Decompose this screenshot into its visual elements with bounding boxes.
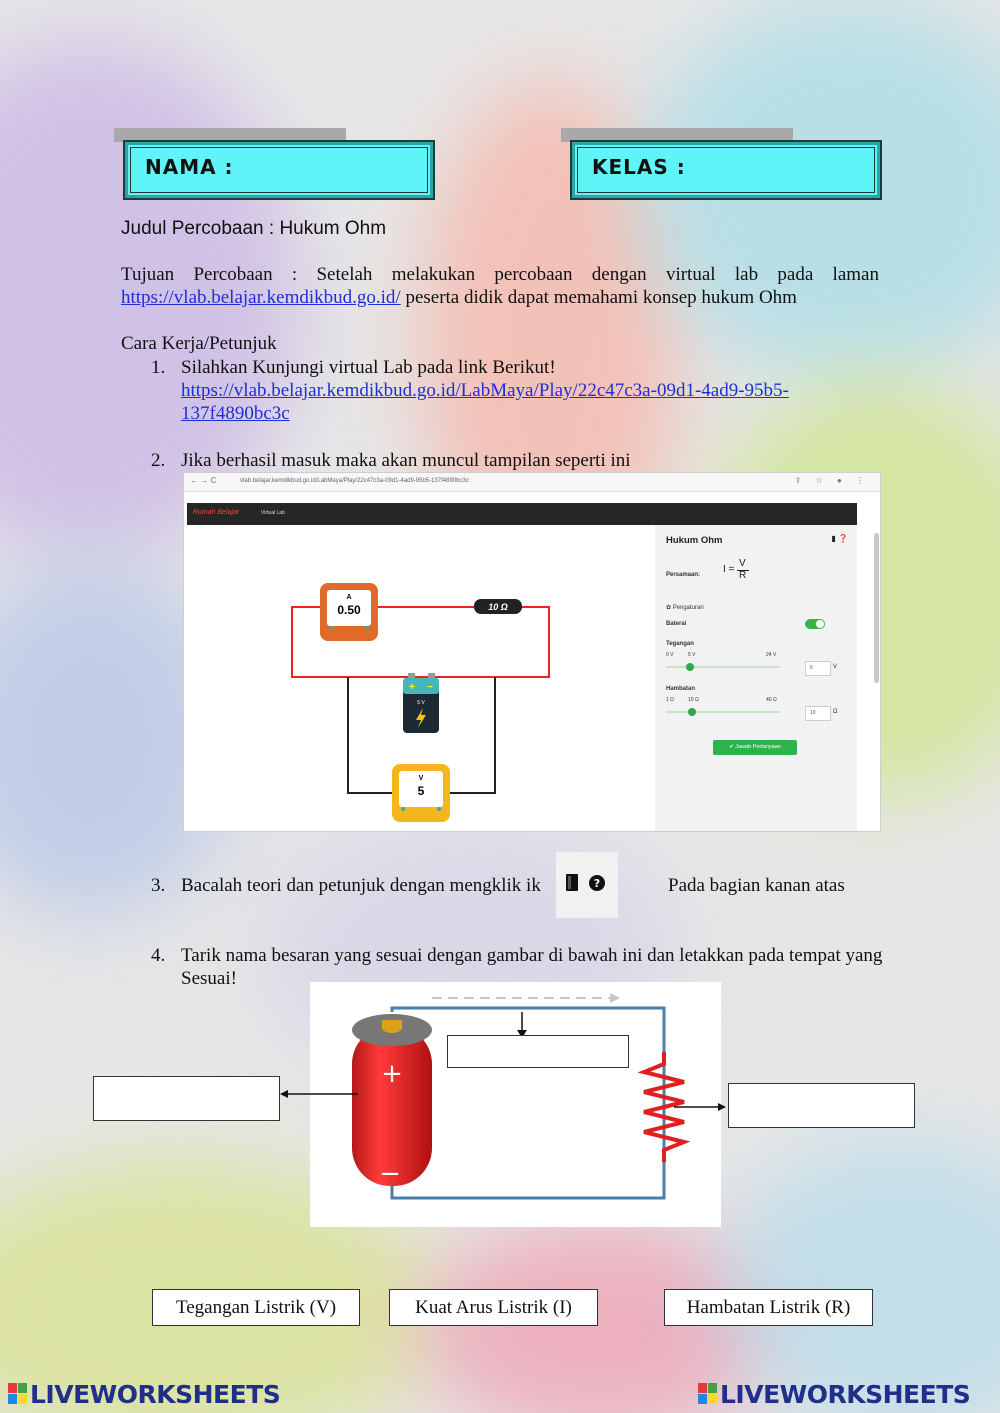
- baterai-label: Baterai: [666, 621, 687, 627]
- step1-link-line1[interactable]: https://vlab.belajar.kemdikbud.go.id/LabMaya/Play/22c47c3a-09d1-4ad9-95b5-: [181, 380, 789, 401]
- theory-icons: [556, 852, 618, 918]
- resistor-label: 10 Ω: [488, 602, 508, 612]
- drop-box-resistance[interactable]: [728, 1083, 915, 1128]
- panel-title: Hukum Ohm: [666, 535, 723, 546]
- voltmeter-terminal-right: [437, 807, 441, 811]
- ammeter-value: 0.50: [337, 603, 361, 617]
- gear-icon: ✿: [666, 605, 672, 611]
- tegangan-min: 0 V: [666, 652, 674, 658]
- voltage-pointer-arrow: [280, 1088, 360, 1100]
- ammeter-terminal-left: [329, 626, 333, 630]
- hambatan-slider[interactable]: [666, 711, 780, 713]
- tegangan-input[interactable]: 5: [805, 661, 831, 676]
- vlab-link[interactable]: https://vlab.belajar.kemdikbud.go.id/: [121, 287, 401, 308]
- voltmeter-unit: V: [418, 775, 424, 782]
- tegangan-current: 5 V: [688, 652, 696, 658]
- label-kuat-arus-listrik[interactable]: Kuat Arus Listrik (I): [389, 1289, 598, 1326]
- browser-action-icons: ⇪ ☆ ● ⋮: [794, 476, 870, 485]
- kelas-box[interactable]: [570, 140, 882, 200]
- step4-number: 4.: [151, 945, 166, 966]
- browser-url-bar: [184, 473, 880, 492]
- browser-nav-icons: ← → C: [190, 476, 217, 485]
- ammeter-terminal-right: [365, 626, 369, 630]
- check-icon: ✔: [729, 744, 734, 750]
- liveworksheets-mark-icon: [8, 1383, 28, 1405]
- hambatan-input[interactable]: 10: [805, 706, 831, 721]
- resistance-pointer-arrow: [674, 1101, 726, 1113]
- help-icon: ❓: [838, 534, 848, 543]
- step3-text: Bacalah teori dan petunjuk dengan mengklik ik: [181, 875, 541, 896]
- liveworksheets-mark-icon: [698, 1383, 718, 1405]
- virtual-lab-screenshot: [183, 472, 881, 832]
- hambatan-min: 1 Ω: [666, 697, 674, 703]
- tujuan-line2: [121, 286, 879, 309]
- step1-text: Silahkan Kunjungi virtual Lab pada link Berikut!: [181, 357, 556, 378]
- eq-i: I =: [723, 564, 735, 575]
- virtual-lab-label: Virtual Lab: [261, 510, 285, 516]
- browser-url: vlab.belajar.kemdikbud.go.id/LabMaya/Play/22c47c3a-09d1-4ad9-95b5-137f4890bc3c: [240, 478, 469, 484]
- liveworksheets-logo-right: LIVEWORKSHEETS: [698, 1380, 970, 1409]
- screenshot-scrollbar: [874, 533, 879, 683]
- drop-box-current[interactable]: [447, 1035, 629, 1068]
- app-bar: [187, 503, 857, 525]
- pengaturan-label: ✿ Pengaturan: [666, 605, 704, 611]
- hambatan-slider-knob[interactable]: [688, 708, 696, 716]
- voltmeter-value: 5: [417, 784, 425, 798]
- hambatan-unit: Ω: [833, 709, 838, 715]
- nama-box[interactable]: [123, 140, 435, 200]
- judul-percobaan: Judul Percobaan : Hukum Ohm: [121, 218, 387, 239]
- eq-r: R: [739, 570, 747, 581]
- nama-label: NAMA :: [145, 155, 234, 179]
- eq-v: V: [739, 558, 746, 569]
- jawab-pertanyaan-button[interactable]: ✔ Jawab Pertanyaan: [713, 740, 797, 755]
- persamaan-label: Persamaan:: [666, 572, 701, 578]
- label-tegangan-listrik[interactable]: Tegangan Listrik (V): [152, 1289, 360, 1326]
- circuit-figure: [310, 982, 721, 1227]
- kelas-label: KELAS :: [592, 155, 686, 179]
- hambatan-current: 10 Ω: [688, 697, 699, 703]
- cara-kerja-heading: Cara Kerja/Petunjuk: [121, 333, 277, 354]
- tegangan-unit: V: [833, 664, 838, 670]
- step3-text-after: Pada bagian kanan atas: [668, 875, 845, 896]
- drop-box-voltage[interactable]: [93, 1076, 280, 1121]
- step4-text-line2: Sesuai!: [181, 968, 237, 989]
- control-panel: [655, 525, 857, 831]
- step2-number: 2.: [151, 450, 166, 471]
- battery-minus-symbol: −: [427, 682, 433, 693]
- panel-icons: [831, 534, 848, 543]
- step1-number: 1.: [151, 357, 166, 378]
- theory-icons-box: [556, 852, 618, 918]
- book-icon: ▮: [831, 534, 836, 543]
- step2-text: Jika berhasil masuk maka akan muncul tampilan seperti ini: [181, 450, 631, 471]
- label-hambatan-listrik[interactable]: Hambatan Listrik (R): [664, 1289, 873, 1326]
- tujuan-rest: peserta didik dapat memahami konsep hukum Ohm: [400, 287, 797, 308]
- liveworksheets-logo-left: LIVEWORKSHEETS: [8, 1380, 280, 1409]
- ammeter-unit: A: [346, 594, 352, 601]
- battery-voltage-label: 5 V: [417, 700, 425, 706]
- hambatan-label: Hambatan: [666, 686, 696, 692]
- svg-text:?: ?: [593, 877, 601, 890]
- book-icon: [566, 874, 578, 891]
- circuit-figure-svg: [310, 982, 721, 1227]
- step3-number: 3.: [151, 875, 166, 896]
- circuit-diagram: [184, 525, 655, 831]
- rumah-belajar-logo: Rumah Belajar: [193, 509, 240, 516]
- tujuan-line1: Tujuan Percobaan : Setelah melakukan percobaan dengan virtual lab pada laman: [121, 264, 879, 285]
- tegangan-label: Tegangan: [666, 641, 694, 647]
- tegangan-slider[interactable]: [666, 666, 780, 668]
- tegangan-max: 24 V: [766, 652, 777, 658]
- battery-plus-symbol: +: [409, 682, 415, 693]
- step1-link-line2[interactable]: 137f4890bc3c: [181, 403, 290, 424]
- voltmeter-terminal-left: [401, 807, 405, 811]
- step4-text-line1: Tarik nama besaran yang sesuai dengan gambar di bawah ini dan letakkan pada tempat yang: [181, 945, 883, 966]
- battery-plus-sign: +: [381, 1059, 403, 1089]
- battery-minus-sign: −: [379, 1159, 401, 1189]
- tegangan-slider-knob[interactable]: [686, 663, 694, 671]
- hambatan-max: 40 Ω: [766, 697, 777, 703]
- baterai-toggle[interactable]: [805, 619, 825, 629]
